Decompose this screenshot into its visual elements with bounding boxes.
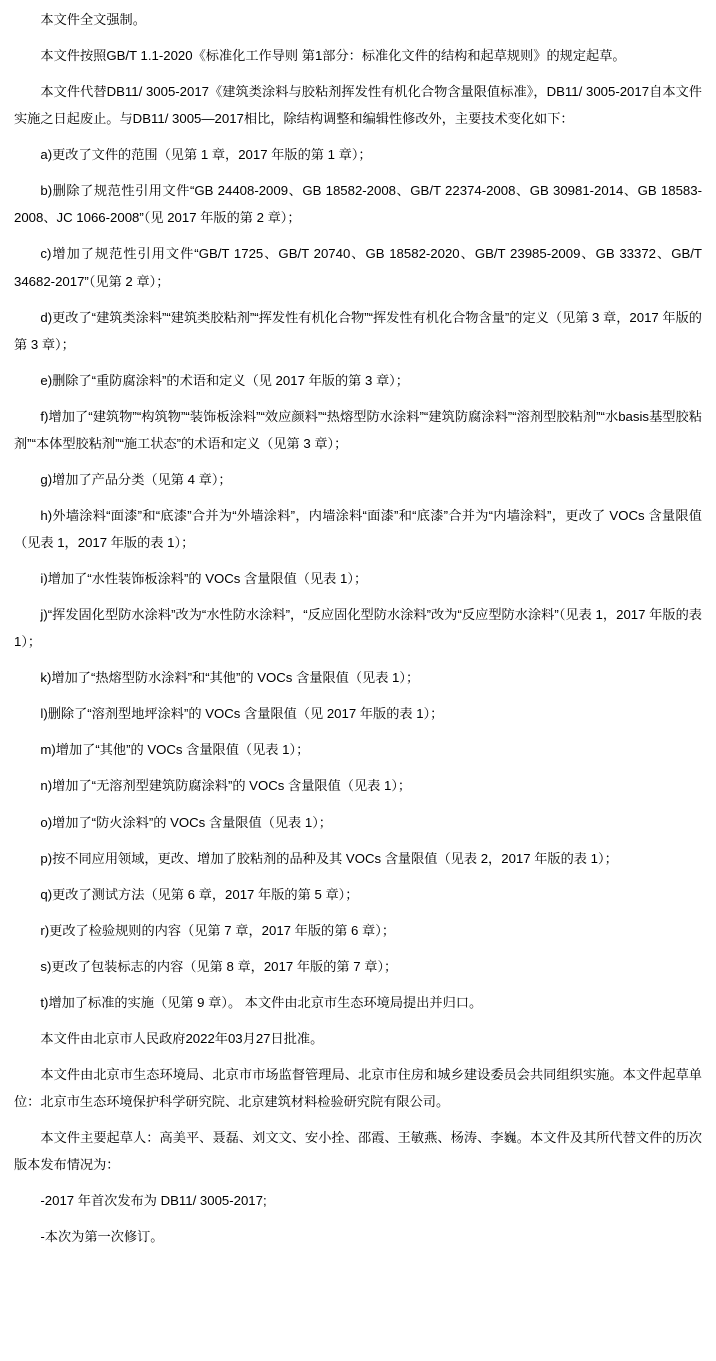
paragraph: d)更改了“建筑类涂料”“建筑类胶粘剂”“挥发性有机化合物”“挥发性有机化合物含量”的定义（见第 3 章，2017 年版的第 3 章）；	[14, 309, 702, 352]
paragraph: j)“挥发固化型防水涂料”改为“水性防水涂料”，“反应固化型防水涂料”改为“反应型防水涂料”（见表 1，2017 年版的表 1）；	[14, 607, 702, 650]
paragraph: 本文件代替DB11/ 3005-2017《建筑类涂料与胶粘剂挥发性有机化合物含量限值标准》，DB11/ 3005-2017自本文件实施之日起废止。与DB11/ 3005—2017相比，除结构调整和编辑性修改外，主要技术变化如下：	[14, 84, 702, 127]
paragraph: q)更改了测试方法（见第 6 章，2017 年版的第 5 章）；	[40, 886, 359, 902]
paragraph: h)外墙涂料“面漆”和“底漆”合并为“外墙涂料”，内墙涂料“面漆”和“底漆”合并为“内墙涂料”，更改了 VOCs 含量限值（见表 1，2017 年版的表 1）；	[14, 507, 702, 550]
paragraph: p)按不同应用领域，更改、增加了胶粘剂的品种及其 VOCs 含量限值（见表 2，2017 年版的表 1）；	[40, 850, 618, 866]
paragraph: -本次为第一次修订。	[40, 1229, 164, 1245]
paragraph: e)删除了“重防腐涂料”的术语和定义（见 2017 年版的第 3 章）；	[40, 372, 409, 388]
paragraph: 本文件主要起草人：高美平、聂磊、刘文文、安小拴、邵霞、王敏燕、杨涛、李巍。本文件及其所代替文件的历次版本发布情况为：	[14, 1130, 702, 1173]
paragraph: s)更改了包装标志的内容（见第 8 章，2017 年版的第 7 章）；	[40, 958, 398, 974]
paragraph: f)增加了“建筑物”“构筑物”“装饰板涂料”“效应颜料”“热熔型防水涂料”“建筑防腐涂料”“溶剂型胶粘剂”“水basis基型胶粘剂”“本体型胶粘剂”“施工状态”的术语和定义（见第 3 章）；	[14, 408, 702, 451]
paragraph: 本文件由北京市生态环境局、北京市市场监督管理局、北京市住房和城乡建设委员会共同组织实施。本文件起草单位：北京市生态环境保护科学研究院、北京建筑材料检验研究院有限公司。	[14, 1066, 702, 1109]
paragraph: 本文件由北京市人民政府2022年03月27日批准。	[40, 1030, 324, 1046]
paragraph: g)增加了产品分类（见第 4 章）；	[40, 471, 232, 487]
paragraph: 本文件按照GB/T 1.1-2020《标准化工作导则 第1部分：标准化文件的结构和起草规则》的规定起草。	[40, 48, 626, 64]
paragraph: a)更改了文件的范围（见第 1 章，2017 年版的第 1 章）；	[40, 147, 372, 163]
paragraph: 本文件全文强制。	[40, 12, 146, 27]
paragraph: m)增加了“其他”的 VOCs 含量限值（见表 1）；	[40, 742, 310, 758]
paragraph: o)增加了“防火涂料”的 VOCs 含量限值（见表 1）；	[40, 814, 332, 830]
paragraph: i)增加了“水性装饰板涂料”的 VOCs 含量限值（见表 1）；	[40, 571, 368, 587]
paragraph: k)增加了“热熔型防水涂料”和“其他”的 VOCs 含量限值（见表 1）；	[40, 670, 420, 686]
paragraph: n)增加了“无溶剂型建筑防腐涂料”的 VOCs 含量限值（见表 1）；	[40, 778, 412, 794]
paragraph: l)删除了“溶剂型地坪涂料”的 VOCs 含量限值（见 2017 年版的表 1）；	[40, 706, 444, 722]
paragraph: t)增加了标准的实施（见第 9 章）。 本文件由北京市生态环境局提出并归口。	[40, 994, 483, 1010]
paragraph: r)更改了检验规则的内容（见第 7 章，2017 年版的第 6 章）；	[40, 922, 396, 938]
paragraph: b)删除了规范性引用文件“GB 24408-2009、GB 18582-2008、GB/T 22374-2008、GB 30981-2014、GB 18583-2008、JC 1066-2008”（见 2017 年版的第 2 章）；	[14, 183, 702, 226]
paragraph: -2017 年首次发布为 DB11/ 3005-2017;	[40, 1193, 267, 1209]
paragraph: c)增加了规范性引用文件“GB/T 1725、GB/T 20740、GB 18582-2020、GB/T 23985-2009、GB 33372、GB/T 34682-2017”（见第 2 章）；	[14, 246, 702, 289]
